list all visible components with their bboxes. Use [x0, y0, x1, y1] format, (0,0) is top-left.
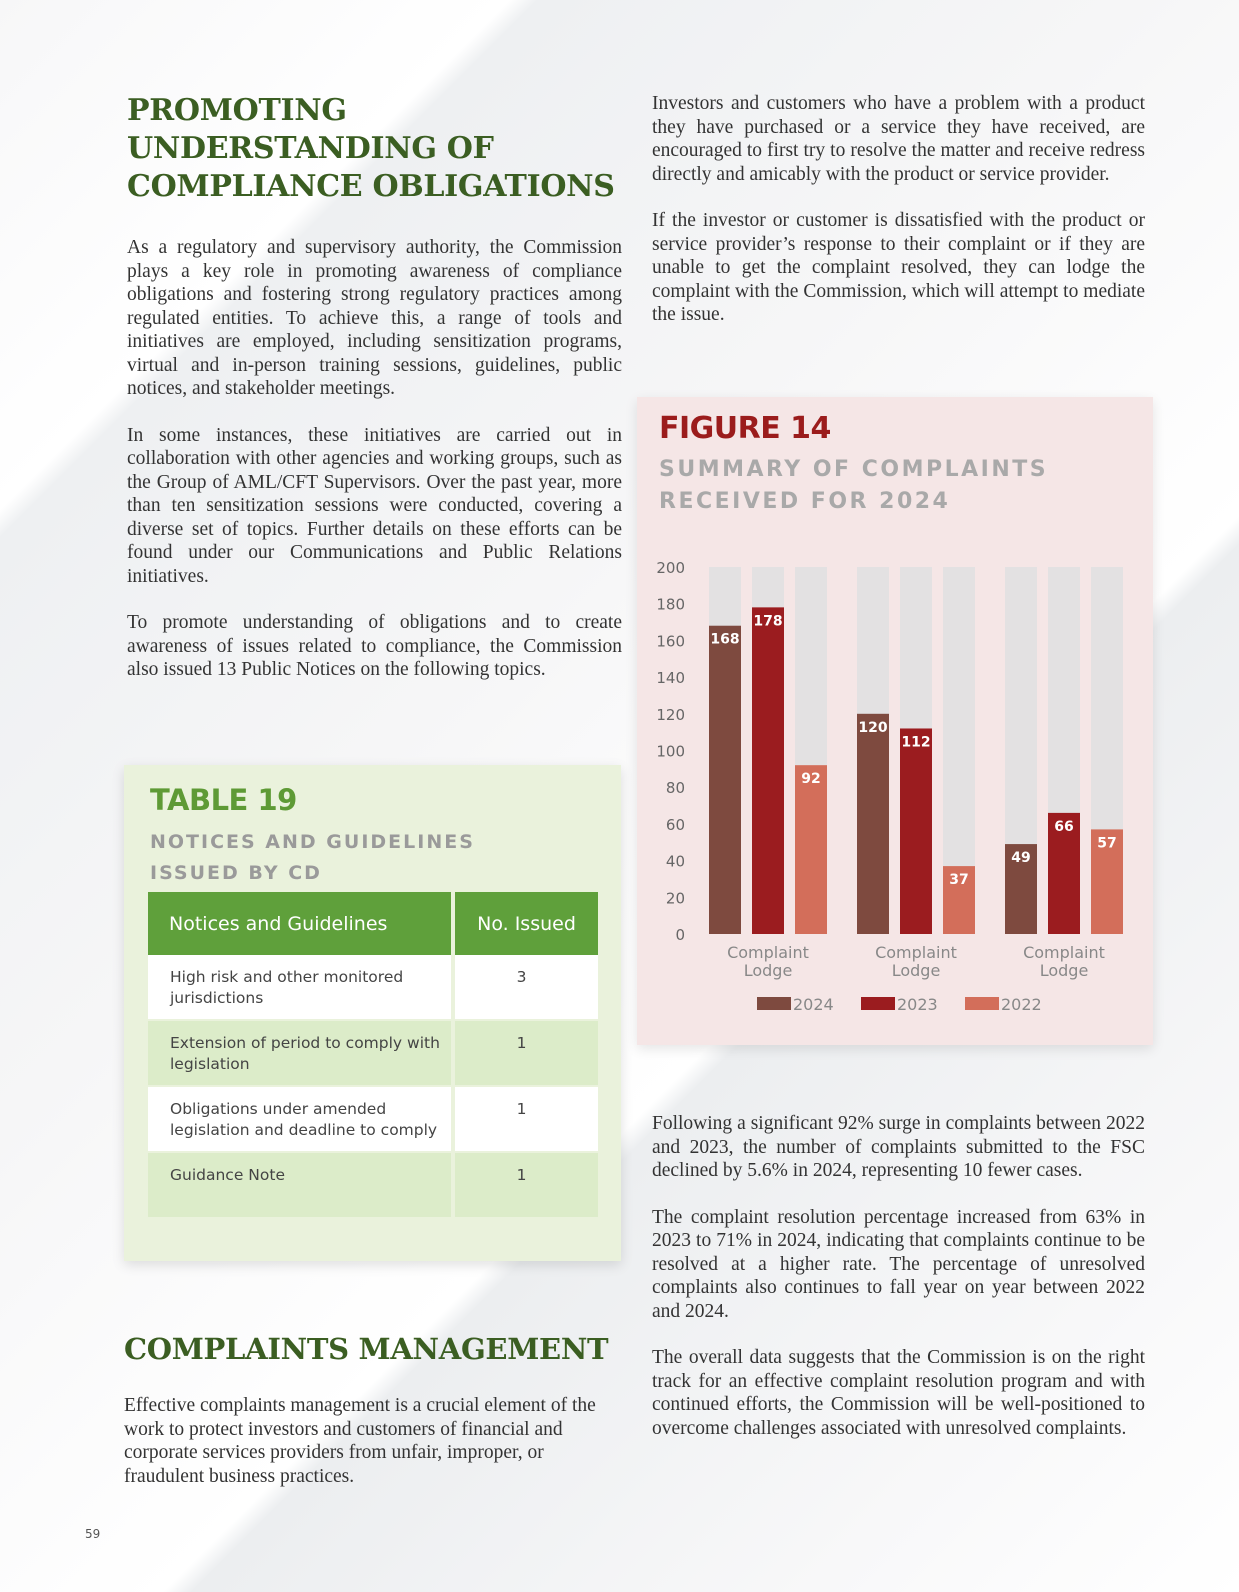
figure-14-panel	[637, 397, 1153, 1045]
column-header-count: No. Issued	[453, 892, 598, 955]
bar-value-label: 49	[1011, 850, 1031, 867]
bar-2022	[795, 765, 827, 934]
legend-label: 2024	[793, 995, 834, 1014]
bar-2024	[709, 626, 741, 934]
row-topic: Obligations under amended legislation and deadline to comply	[148, 1086, 453, 1152]
table-row	[148, 1086, 598, 1152]
bar-value-label: 168	[710, 631, 740, 648]
y-tick-label: 60	[665, 815, 685, 834]
bar-value-label: 92	[801, 771, 821, 788]
table-19-subtitle	[150, 827, 475, 889]
legend-label: 2023	[897, 995, 938, 1014]
paragraph-complaints-intro: Effective complaints management is a crucial element of the work to protect investors and customers of financial and corporate services providers from unfair, improper, or fraudulent business practices.	[124, 1395, 596, 1487]
figure-14-subtitle-line1: SUMMARY OF COMPLAINTS	[659, 457, 1049, 482]
complaints-section	[124, 1330, 621, 1488]
y-tick-label: 0	[675, 926, 685, 944]
legend-swatch-2023	[861, 997, 895, 1010]
paragraph-resolution-rate: The complaint resolution percentage increased from 63% in 2023 to 71% in 2024, indicating that complaints continue to be resolved at a higher rate. The percentage of unresolved complaints also continues to fall year on year between 2022 and 2024.	[652, 1206, 1145, 1322]
row-topic: High risk and other monitored jurisdictions	[148, 955, 453, 1020]
bar-2023	[752, 607, 784, 934]
y-tick-label: 180	[656, 595, 685, 614]
row-count: 1	[453, 1152, 598, 1218]
y-tick-label: 120	[656, 705, 685, 724]
category-label: Lodge	[743, 961, 793, 980]
bar-value-label: 37	[949, 872, 969, 889]
y-tick-label: 140	[656, 669, 685, 688]
bar-value-label: 112	[901, 734, 931, 751]
table-19-title: TABLE 19	[150, 783, 297, 817]
y-tick-label: 40	[665, 852, 685, 871]
category-label: Complaint	[1023, 943, 1105, 962]
row-count: 1	[453, 1020, 598, 1086]
paragraph-dissatisfied: If the investor or customer is dissatisfied with the product or service provider’s response to their complaint or if they are unable to get the complaint resolved, they can lodge the complaint with the Commission, which will attempt to mediate the issue.	[652, 210, 1145, 325]
legend-swatch-2022	[965, 997, 999, 1010]
table-19-panel	[124, 765, 621, 1261]
paragraph-collaboration: In some instances, these initiatives are carried out in collaboration with other agencies and working groups, such as the Group of AML/CFT Supervisors. Over the past year, more than ten sensitization sessions were conducted, covering a diverse set of topics. Further details on these efforts can be found under our Communications and Public Relations initiatives.	[127, 424, 622, 587]
row-count: 1	[453, 1086, 598, 1152]
y-tick-label: 200	[656, 559, 685, 577]
paragraph-overall-data: The overall data suggests that the Commission is on the right track for an effective complaint resolution program and with continued efforts, the Commission will be well-positioned to overcome challenges associated with unresolved complaints.	[652, 1347, 1145, 1439]
paragraph-surge: Following a significant 92% surge in complaints between 2022 and 2023, the number of complaints submitted to the FSC declined by 5.6% in 2024, representing 10 fewer cases.	[652, 1113, 1145, 1181]
bar-value-label: 178	[753, 613, 783, 630]
paragraph-regulatory-role: As a regulatory and supervisory authority, the Commission plays a key role in promoting awareness of compliance obligations and fostering strong regulatory practices among regulated entities. To achieve this, a range of tools and initiatives are employed, including sensitization programs, virtual and in-person training sessions, guidelines, public notices, and stakeholder meetings.	[127, 237, 622, 399]
table-row	[148, 955, 598, 1020]
heading-promoting-understanding: PROMOTING UNDERSTANDING OF COMPLIANCE OBLIGATIONS	[127, 93, 615, 204]
notices-table	[148, 892, 598, 1219]
category-label: Complaint	[875, 943, 957, 962]
page-number: 59	[85, 1527, 101, 1541]
category-label: Lodge	[1039, 961, 1089, 980]
heading-complaints-management: COMPLAINTS MANAGEMENT	[124, 1332, 609, 1366]
table-19-subtitle-line2: ISSUED BY CD	[150, 862, 322, 884]
bar-value-label: 120	[858, 719, 888, 736]
table-19-subtitle-line1: NOTICES AND GUIDELINES	[150, 831, 475, 853]
table-row	[148, 1020, 598, 1086]
bar-value-label: 57	[1097, 835, 1117, 852]
paragraph-public-notices: To promote understanding of obligations and to create awareness of issues related to compliance, the Commission also issued 13 Public Notices on the following topics.	[127, 612, 622, 680]
left-column	[127, 92, 622, 682]
paragraph-investors-problem: Investors and customers who have a problem with a product they have purchased or a service they have received, are encouraged to first try to resolve the matter and receive redress directly and amicably with the product or service provider.	[652, 93, 1145, 185]
right-column-bottom	[652, 1112, 1145, 1440]
row-count: 3	[453, 955, 598, 1020]
bar-2023	[900, 728, 932, 934]
row-topic: Guidance Note	[148, 1152, 453, 1218]
y-tick-label: 20	[665, 889, 685, 908]
row-topic: Extension of period to comply with legislation	[148, 1020, 453, 1086]
y-tick-label: 100	[656, 742, 685, 761]
category-label: Lodge	[891, 961, 941, 980]
table-row	[148, 1152, 598, 1218]
bar-2024	[857, 714, 889, 934]
legend-label: 2022	[1001, 995, 1042, 1014]
legend-swatch-2024	[757, 997, 791, 1010]
right-column-top	[652, 92, 1145, 327]
column-header-notices: Notices and Guidelines	[148, 892, 453, 955]
y-tick-label: 80	[665, 779, 685, 798]
category-label: Complaint	[727, 943, 809, 962]
y-tick-label: 160	[656, 632, 685, 651]
figure-14-title: FIGURE 14	[659, 411, 831, 446]
figure-14-subtitle-line2: RECEIVED FOR 2024	[659, 489, 951, 514]
complaints-bar-chart	[637, 397, 1153, 1045]
bar-value-label: 66	[1054, 818, 1074, 835]
